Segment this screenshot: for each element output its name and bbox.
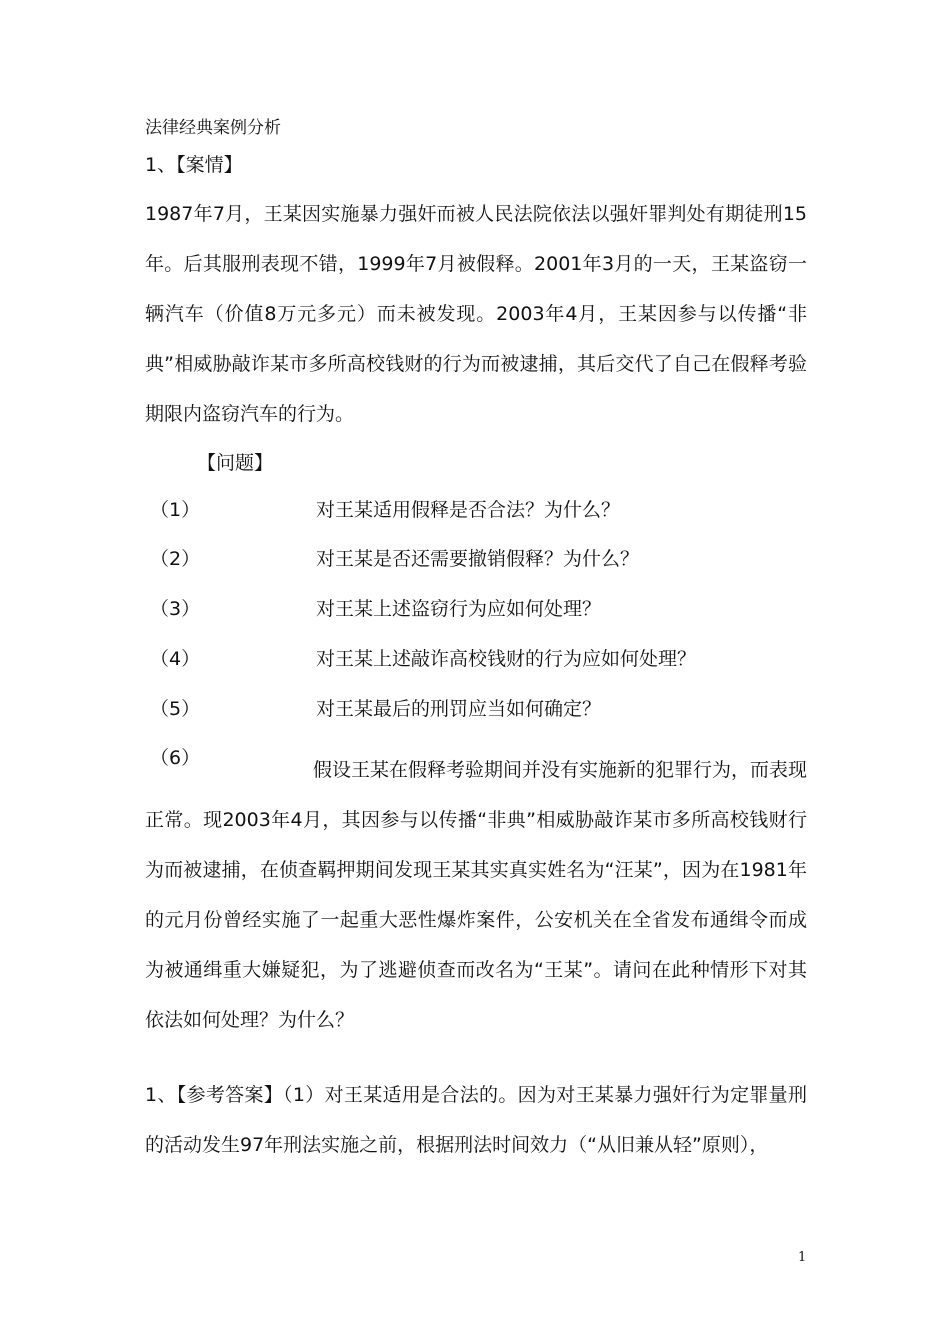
- document-title: 法律经典案例分析: [145, 118, 281, 138]
- page-number: 1: [798, 1250, 807, 1265]
- question-text-6: 假设王某在假释考验期间并没有实施新的犯罪行为，而表现正常。现2003年4月，其因参与以传播“非典”相威胁敲诈某市多所高校钱财行为而被逮捕，在侦查羁押期间发现王某其实真实姓名为“汪某”，因为在1981年的元月份曾经实施了一起重大恶性爆炸案件，公安机关在全省发布通缉令而成为被通缉重大嫌疑犯，为了逃避侦查而改名为“王某”。请问在此种情形下对其依法如何处理？为什么？: [145, 759, 808, 1031]
- question-text-1: 对王某适用假释是否合法？为什么？: [316, 499, 621, 521]
- question-number-1: （1）: [150, 499, 201, 521]
- question-text-5: 对王某最后的刑罚应当如何确定？: [316, 698, 602, 720]
- questions-heading: 【问题】: [197, 452, 274, 474]
- question-number-2: （2）: [150, 548, 201, 570]
- case-paragraph: 1987年7月，王某因实施暴力强奸而被人民法院依法以强奸罪判处有期徒刑15年。后其服刑表现不错，1999年7月被假释。2001年3月的一天，王某盗窃一辆汽车（价值8万元多元）而未被发现。2003年4月，王某因参与以传播“非典”相威胁敲诈某市多所高校钱财的行为而被逮捕，其后交代了自己在假释考验期限内盗窃汽车的行为。: [145, 203, 807, 425]
- question-number-6: （6）: [150, 747, 201, 769]
- question-text-4: 对王某上述敲诈高校钱财的行为应如何处理？: [316, 648, 697, 670]
- question-number-5: （5）: [150, 698, 201, 720]
- question-number-3: （3）: [150, 598, 201, 620]
- question-number-4: （4）: [150, 648, 201, 670]
- answer-paragraph: 1、【参考答案】（1）对王某适用是合法的。因为对王某暴力强奸行为定罪量刑的活动发生97年刑法实施之前，根据刑法时间效力（“从旧兼从轻”原则），: [145, 1084, 807, 1156]
- case-heading: 1、【案情】: [145, 154, 243, 176]
- question-text-2: 对王某是否还需要撤销假释？为什么？: [316, 548, 640, 570]
- question-text-3: 对王某上述盗窃行为应如何处理？: [316, 598, 602, 620]
